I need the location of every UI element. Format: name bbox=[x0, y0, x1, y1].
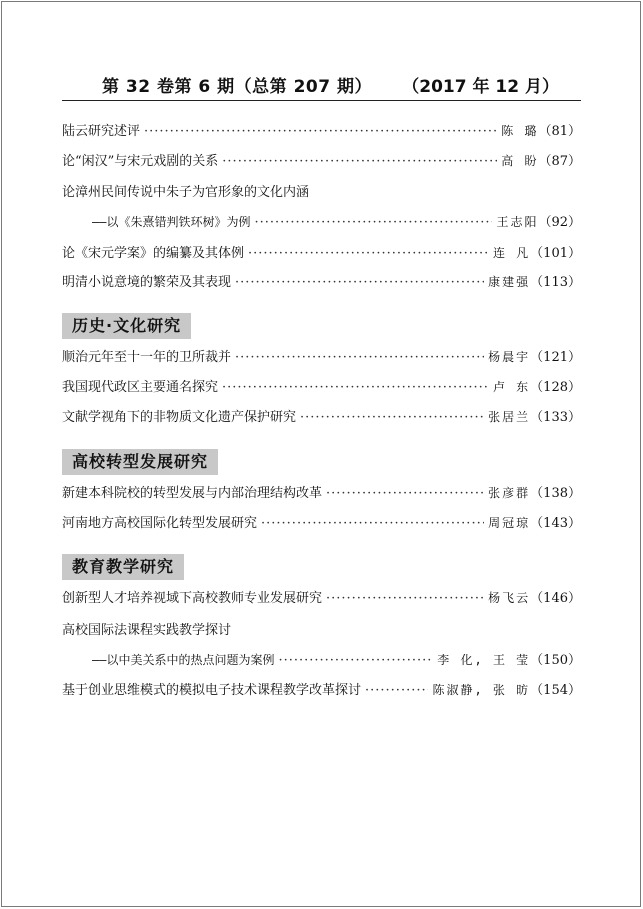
entry-title: 论《宋元学案》的编纂及其体例 bbox=[62, 246, 245, 261]
leader-dots bbox=[144, 124, 497, 139]
section-heading-college: 高校转型发展研究 bbox=[62, 449, 218, 475]
entry-page: （121） bbox=[530, 350, 581, 365]
entry-author: 康建强 bbox=[488, 275, 531, 289]
entry-title: 论“闲汉”与宋元戏剧的关系 bbox=[62, 154, 219, 169]
toc-entry[interactable] bbox=[62, 346, 581, 366]
entry-page: （101） bbox=[530, 246, 581, 261]
toc-entry[interactable] bbox=[62, 150, 581, 170]
leader-dots bbox=[222, 380, 489, 395]
entry-author: 张居兰 bbox=[488, 410, 531, 424]
entry-page: （150） bbox=[530, 653, 581, 668]
section-heading-education: 教育教学研究 bbox=[62, 554, 184, 580]
leader-dots bbox=[235, 275, 484, 290]
toc-entry[interactable] bbox=[62, 512, 581, 532]
entry-author: 张彦群 bbox=[488, 486, 531, 500]
entry-page: （138） bbox=[530, 486, 581, 501]
leader-dots bbox=[254, 215, 492, 230]
toc-entry[interactable] bbox=[62, 271, 581, 291]
entry-author: 杨飞云 bbox=[488, 591, 531, 605]
entry-author: 李 化, 王 莹 bbox=[437, 653, 531, 667]
entry-subtitle: ——以中美关系中的热点问题为案例 bbox=[92, 653, 275, 667]
leader-dots bbox=[300, 410, 484, 425]
entry-title: 我国现代政区主要通名探究 bbox=[62, 380, 219, 395]
toc-entry[interactable] bbox=[62, 679, 581, 699]
page-header bbox=[62, 64, 581, 101]
entry-page: （87） bbox=[538, 154, 581, 169]
toc-entry[interactable] bbox=[62, 482, 581, 502]
toc-entry-subtitle[interactable] bbox=[92, 649, 581, 669]
entry-page: （154） bbox=[530, 683, 581, 698]
entry-author: 连 凡 bbox=[492, 246, 531, 260]
entry-title: 顺治元年至十一年的卫所裁并 bbox=[62, 350, 232, 365]
toc-entry-subtitle[interactable] bbox=[92, 211, 581, 231]
entry-page: （133） bbox=[530, 410, 581, 425]
leader-dots bbox=[222, 154, 497, 169]
section-heading-history: 历史·文化研究 bbox=[62, 313, 191, 339]
leader-dots bbox=[261, 516, 484, 531]
issue-date: （2017 年 12 月） bbox=[402, 77, 559, 97]
toc-entry[interactable] bbox=[62, 587, 581, 607]
leader-dots bbox=[248, 246, 489, 261]
leader-dots bbox=[278, 653, 433, 668]
leader-dots bbox=[235, 350, 484, 365]
entry-title: 创新型人才培养视域下高校教师专业发展研究 bbox=[62, 591, 323, 606]
toc-entry-title-line[interactable]: 论漳州民间传说中朱子为官形象的文化内涵 bbox=[62, 185, 310, 200]
leader-dots bbox=[365, 683, 428, 698]
entry-page: （146） bbox=[530, 591, 581, 606]
entry-author: 陈 璐 bbox=[501, 124, 539, 138]
entry-author: 杨晨宇 bbox=[488, 350, 531, 364]
toc-entry-title-line[interactable]: 高校国际法课程实践教学探讨 bbox=[62, 623, 232, 638]
entry-title: 新建本科院校的转型发展与内部治理结构改革 bbox=[62, 486, 323, 501]
entry-author: 王志阳 bbox=[496, 215, 539, 229]
entry-author: 周冠琼 bbox=[488, 516, 531, 530]
toc-entry[interactable] bbox=[62, 120, 581, 140]
entry-title: 基于创业思维模式的模拟电子技术课程教学改革探讨 bbox=[62, 683, 362, 698]
entry-author: 卢 东 bbox=[492, 380, 531, 394]
entry-author: 高 盼 bbox=[501, 154, 539, 168]
leader-dots bbox=[326, 591, 484, 606]
entry-title: 陆云研究述评 bbox=[62, 124, 141, 139]
entry-title: 文献学视角下的非物质文化遗产保护研究 bbox=[62, 410, 297, 425]
entry-page: （143） bbox=[530, 516, 581, 531]
entry-title: 河南地方高校国际化转型发展研究 bbox=[62, 516, 258, 531]
issue-label: 第 32 卷第 6 期（总第 207 期） bbox=[102, 77, 372, 97]
toc-entry[interactable] bbox=[62, 406, 581, 426]
entry-author: 陈淑静, 张 昉 bbox=[432, 683, 531, 697]
leader-dots bbox=[326, 486, 484, 501]
toc-entry[interactable] bbox=[62, 242, 581, 262]
entry-page: （113） bbox=[530, 275, 581, 290]
entry-page: （81） bbox=[538, 124, 581, 139]
entry-subtitle: ——以《朱熹错判铁环树》为例 bbox=[92, 215, 251, 229]
toc-entry[interactable] bbox=[62, 376, 581, 396]
entry-title: 明清小说意境的繁荣及其表现 bbox=[62, 275, 232, 290]
entry-page: （92） bbox=[538, 215, 581, 230]
entry-page: （128） bbox=[530, 380, 581, 395]
